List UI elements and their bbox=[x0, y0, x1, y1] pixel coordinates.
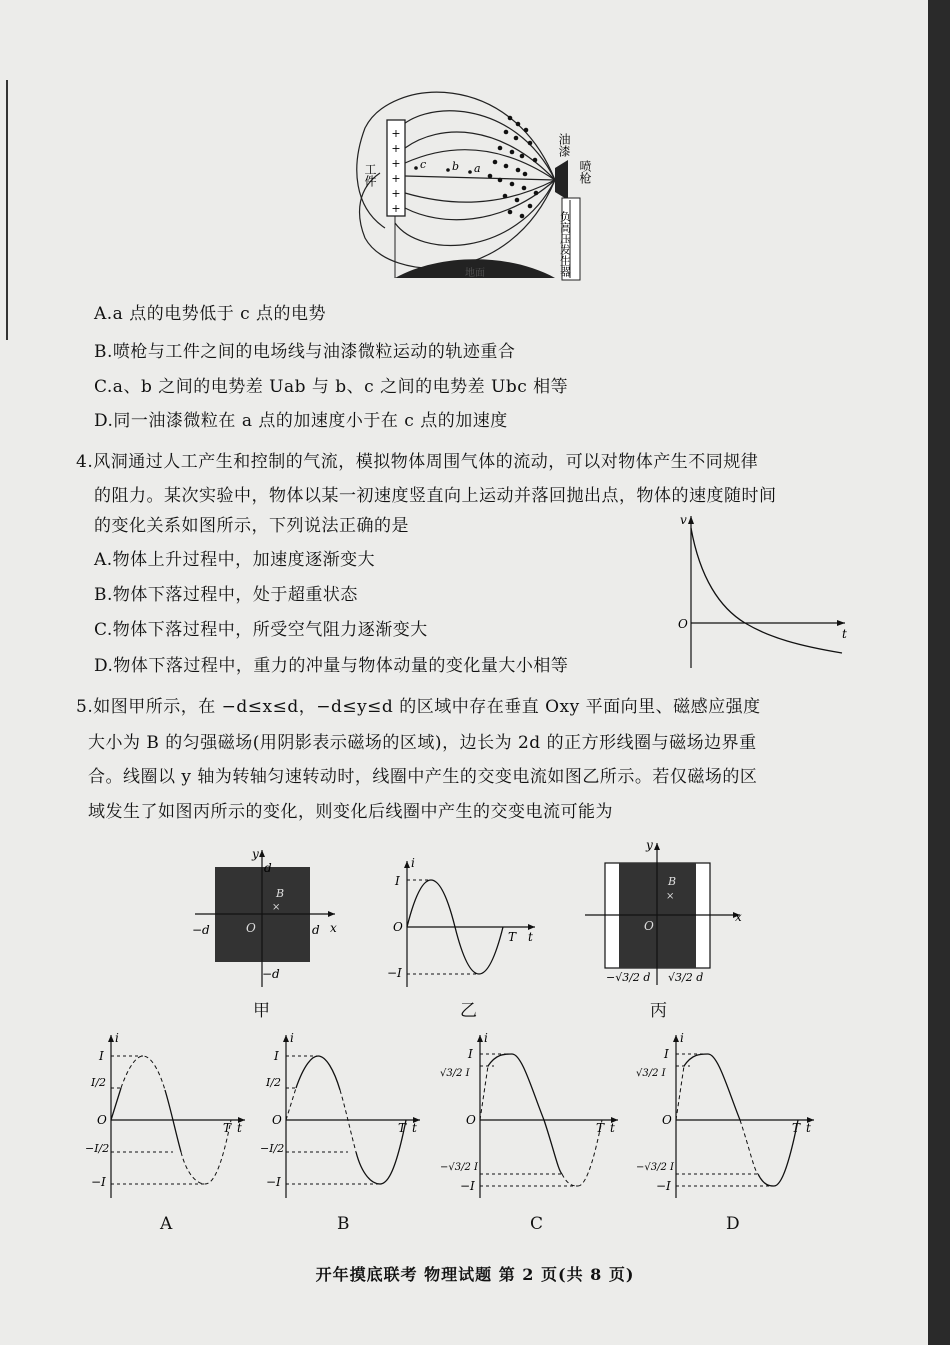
figure-yi bbox=[385, 855, 545, 990]
jia-neg-d-left: −d bbox=[192, 923, 210, 937]
graph-d-mid-neg: −√3/2 I bbox=[636, 1162, 674, 1173]
q4-stem-line: 的变化关系如图所示，下列说法正确的是 bbox=[94, 516, 409, 536]
bing-x-label: x bbox=[735, 910, 742, 924]
graph-b-i: i bbox=[290, 1031, 294, 1045]
jia-B-label: B bbox=[276, 887, 285, 900]
graph-b-t: t bbox=[412, 1121, 417, 1135]
graph-d-mid: √3/2 I bbox=[636, 1068, 666, 1079]
origin-label: O bbox=[678, 617, 688, 631]
point-b-label: b bbox=[452, 160, 460, 173]
generator-label: 负高压发生器 bbox=[558, 211, 572, 277]
graph-c-mid-neg: −√3/2 I bbox=[440, 1162, 478, 1173]
q5-stem-line: 大小为 B 的匀强磁场(用阴影表示磁场的区域)，边长为 2d 的正方形线圈与磁场边界重 bbox=[88, 733, 757, 753]
yi-i-label: i bbox=[411, 856, 415, 870]
yi-t-label: t bbox=[528, 930, 533, 944]
q4-option-d: D.物体下落过程中，重力的冲量与物体动量的变化量大小相等 bbox=[94, 656, 569, 676]
spray-painting-figure bbox=[350, 88, 590, 283]
right-edge-shadow bbox=[928, 0, 950, 1345]
jia-neg-d-bottom: −d bbox=[262, 967, 280, 981]
gun-label: 喷枪 bbox=[578, 160, 592, 184]
graph-d-i: i bbox=[680, 1031, 684, 1045]
graph-c-origin: O bbox=[466, 1113, 476, 1127]
page-footer: 开年摸底联考 物理试题 第 2 页(共 8 页) bbox=[315, 1265, 635, 1284]
graph-c-caption: C bbox=[530, 1214, 544, 1234]
q4-stem-line: 4.风洞通过人工产生和控制的气流，模拟物体周围气体的流动，可以对物体产生不同规律 bbox=[76, 452, 759, 472]
graph-d-T: T bbox=[792, 1121, 801, 1135]
graph-a-caption: A bbox=[160, 1214, 173, 1234]
point-a-label: a bbox=[474, 162, 481, 175]
ground-label: 地面 bbox=[465, 268, 485, 279]
graph-option-d bbox=[636, 1030, 826, 1200]
graph-c-top: I bbox=[468, 1047, 473, 1061]
q4-option-a: A.物体上升过程中，加速度逐渐变大 bbox=[94, 550, 376, 570]
q5-stem-line: 域发生了如图丙所示的变化，则变化后线圈中产生的交变电流可能为 bbox=[88, 802, 613, 822]
point-c-label: c bbox=[420, 158, 427, 171]
plus-sign: + bbox=[391, 157, 401, 170]
jia-d-top: d bbox=[264, 861, 272, 875]
graph-a-i: i bbox=[115, 1031, 119, 1045]
bing-y-label: y bbox=[646, 838, 653, 852]
graph-d-t: t bbox=[806, 1121, 811, 1135]
bing-left-label: −√3/2 d bbox=[606, 971, 651, 984]
paint-label: 油漆 bbox=[557, 133, 571, 157]
q4-velocity-graph bbox=[670, 508, 855, 673]
yi-origin: O bbox=[393, 920, 403, 934]
graph-b-top: I bbox=[274, 1049, 279, 1063]
yi-caption: 乙 bbox=[460, 1001, 477, 1021]
q3-option-d: D.同一油漆微粒在 a 点的加速度小于在 c 点的加速度 bbox=[94, 411, 508, 431]
q3-option-b: B.喷枪与工件之间的电场线与油漆微粒运动的轨迹重合 bbox=[94, 342, 516, 362]
graph-option-b bbox=[260, 1030, 430, 1200]
q5-stem-line: 合。线圈以 y 轴为转轴匀速转动时，线圈中产生的交变电流如图乙所示。若仅磁场的区 bbox=[88, 767, 758, 787]
graph-c-bottom: −I bbox=[460, 1179, 475, 1193]
graph-d-bottom: −I bbox=[656, 1179, 671, 1193]
jia-origin: O bbox=[246, 921, 256, 935]
plus-sign: + bbox=[391, 172, 401, 185]
graph-a-origin: O bbox=[97, 1113, 107, 1127]
graph-b-mid: I/2 bbox=[266, 1076, 282, 1089]
graph-b-caption: B bbox=[337, 1214, 350, 1234]
graph-option-c bbox=[440, 1030, 630, 1200]
jia-cross: × bbox=[272, 902, 281, 913]
plus-sign: + bbox=[391, 202, 401, 215]
q3-option-a: A.a 点的电势低于 c 点的电势 bbox=[94, 304, 327, 324]
bing-B-label: B bbox=[668, 875, 677, 888]
figure-bing bbox=[580, 835, 750, 995]
yi-T-label: T bbox=[508, 930, 517, 944]
plus-sign: + bbox=[391, 127, 401, 140]
plus-sign: + bbox=[391, 187, 401, 200]
yi-I-label: I bbox=[395, 874, 400, 888]
bing-cross: × bbox=[666, 891, 675, 902]
graph-c-mid: √3/2 I bbox=[440, 1068, 470, 1079]
plus-sign: + bbox=[391, 142, 401, 155]
figure-jia bbox=[190, 842, 345, 992]
jia-y-label: y bbox=[252, 847, 259, 861]
jia-caption: 甲 bbox=[253, 1001, 270, 1021]
graph-d-top: I bbox=[664, 1047, 669, 1061]
yi-neg-I-label: −I bbox=[387, 966, 402, 980]
graph-b-origin: O bbox=[272, 1113, 282, 1127]
graph-a-top: I bbox=[99, 1049, 104, 1063]
q3-option-c: C.a、b 之间的电势差 Uab 与 b、c 之间的电势差 Ubc 相等 bbox=[94, 377, 569, 397]
graph-option-a bbox=[85, 1030, 255, 1200]
graph-a-mid-neg: −I/2 bbox=[85, 1142, 110, 1155]
graph-c-t: t bbox=[610, 1121, 615, 1135]
jia-x-label: x bbox=[330, 921, 337, 935]
q4-option-c: C.物体下落过程中，所受空气阻力逐渐变大 bbox=[94, 620, 428, 640]
graph-b-mid-neg: −I/2 bbox=[260, 1142, 285, 1155]
t-axis-label: t bbox=[842, 627, 847, 641]
q4-stem-line: 的阻力。某次实验中，物体以某一初速度竖直向上运动并落回抛出点，物体的速度随时间 bbox=[94, 486, 777, 506]
graph-a-t: t bbox=[237, 1121, 242, 1135]
left-margin-line bbox=[6, 80, 8, 340]
bing-origin: O bbox=[644, 919, 654, 933]
graph-a-T: T bbox=[223, 1121, 232, 1135]
q5-stem-line: 5.如图甲所示，在 −d≤x≤d，−d≤y≤d 的区域中存在垂直 Oxy 平面向里、磁感应强度 bbox=[76, 697, 761, 717]
graph-d-origin: O bbox=[662, 1113, 672, 1127]
bing-right-label: √3/2 d bbox=[668, 971, 704, 984]
graph-b-bottom: −I bbox=[266, 1175, 281, 1189]
graph-c-i: i bbox=[484, 1031, 488, 1045]
graph-a-bottom: −I bbox=[91, 1175, 106, 1189]
v-axis-label: v bbox=[680, 513, 687, 527]
q4-option-b: B.物体下落过程中，处于超重状态 bbox=[94, 585, 358, 605]
graph-b-T: T bbox=[398, 1121, 407, 1135]
jia-d-right: d bbox=[312, 923, 320, 937]
graph-d-caption: D bbox=[726, 1214, 740, 1234]
bing-caption: 丙 bbox=[650, 1001, 667, 1021]
graph-c-T: T bbox=[596, 1121, 605, 1135]
workpiece-label: 工件 bbox=[363, 163, 377, 187]
graph-a-mid: I/2 bbox=[91, 1076, 107, 1089]
